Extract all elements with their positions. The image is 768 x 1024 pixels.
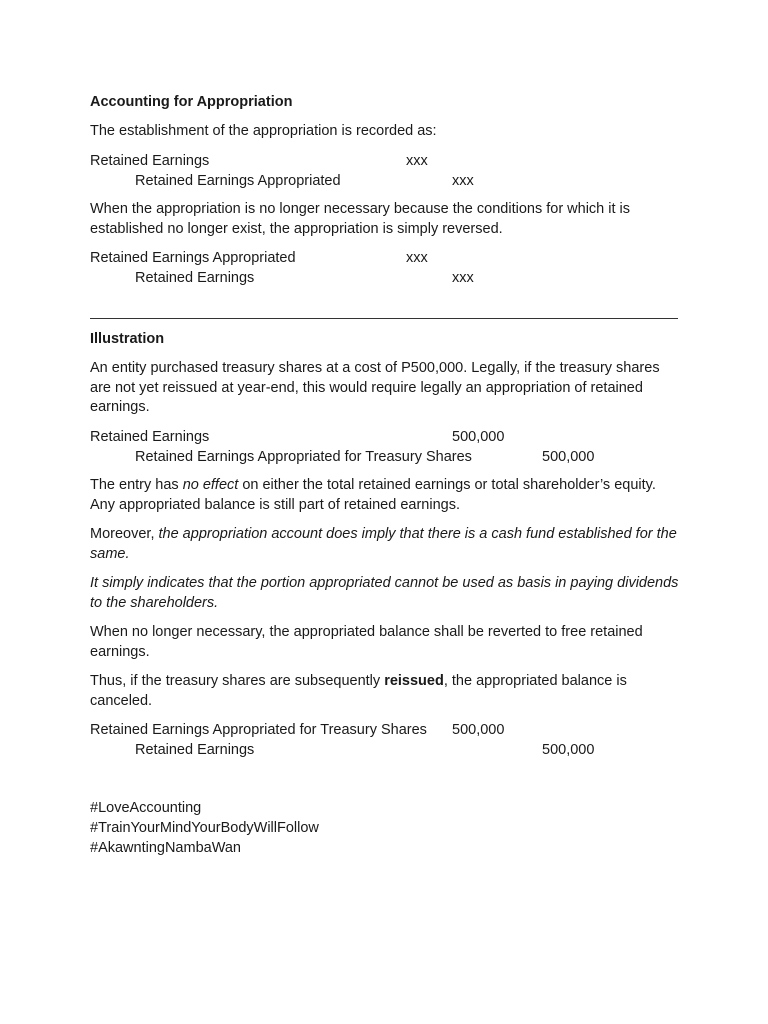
illustration-entry-1-credit <box>90 447 680 467</box>
hashtag-akawnting-namba-wan: #AkawntingNambaWan <box>90 840 241 856</box>
credit-amount: 500,000 <box>542 742 595 758</box>
debit-account: Retained Earnings Appropriated for Treasury Shares <box>90 722 427 738</box>
section-title-illustration: Illustration <box>90 331 165 347</box>
hashtag-love-accounting: #LoveAccounting <box>90 800 202 816</box>
reversal-paragraph: When the appropriation is no longer necessary because the conditions for which it is established no longer exist, the appropriation is simply reversed. <box>90 201 631 237</box>
section-title-appropriation: Accounting for Appropriation <box>90 94 293 110</box>
credit-account: Retained Earnings Appropriated for Treasury Shares <box>135 449 472 465</box>
simply-paragraph: It simply indicates that the portion appropriated cannot be used as basis in paying dividends to the shareholders. <box>90 575 679 611</box>
illustration-entry-2-credit <box>90 740 680 760</box>
debit-account: Retained Earnings <box>90 429 210 445</box>
debit-amount: 500,000 <box>452 429 505 445</box>
moreover-text-pre: Moreover, <box>90 526 159 542</box>
credit-account: Retained Earnings Appropriated <box>135 173 341 189</box>
thus-text-bold: reissued <box>384 673 444 689</box>
credit-account: Retained Earnings <box>135 270 255 286</box>
thus-text-post: , the appropriated balance is canceled. <box>90 673 627 709</box>
thus-paragraph <box>90 672 680 711</box>
revert-paragraph: When no longer necessary, the appropriated balance shall be reverted to free retained earnings. <box>90 624 643 660</box>
section-divider <box>90 318 678 319</box>
illustration-entry-1-debit <box>90 427 680 447</box>
debit-account: Retained Earnings <box>90 153 210 169</box>
moreover-paragraph <box>90 525 680 564</box>
hashtag-train-your-mind: #TrainYourMindYourBodyWillFollow <box>90 820 319 836</box>
credit-amount: xxx <box>452 270 474 286</box>
journal-entry-1-credit <box>90 171 680 191</box>
credit-account: Retained Earnings <box>135 742 255 758</box>
effect-paragraph <box>90 476 680 515</box>
debit-amount: xxx <box>406 250 428 266</box>
debit-account: Retained Earnings Appropriated <box>90 250 296 266</box>
effect-text-pre: The entry has <box>90 477 183 493</box>
credit-amount: xxx <box>452 173 474 189</box>
debit-amount: 500,000 <box>452 722 505 738</box>
intro-paragraph: The establishment of the appropriation is recorded as: <box>90 123 437 139</box>
journal-entry-1-debit <box>90 151 680 171</box>
illustration-entry-2-debit <box>90 720 680 740</box>
effect-text-italic: no effect <box>182 477 239 493</box>
journal-entry-2-debit <box>90 248 680 268</box>
illustration-intro-paragraph: An entity purchased treasury shares at a cost of P500,000. Legally, if the treasury shares are not yet reissued at year-end, this would require legally an appropriation of retained earnings. <box>90 360 660 415</box>
effect-text-post: on either the total retained earnings or total shareholder’s equity. Any appropriated balance is still part of retained earnings. <box>90 477 656 513</box>
moreover-text-italic: the appropriation account does imply that there is a cash fund established for the same. <box>90 526 677 562</box>
journal-entry-2-credit <box>90 268 680 288</box>
thus-text-pre: Thus, if the treasury shares are subsequently <box>90 673 385 689</box>
debit-amount: xxx <box>406 153 428 169</box>
credit-amount: 500,000 <box>542 449 595 465</box>
